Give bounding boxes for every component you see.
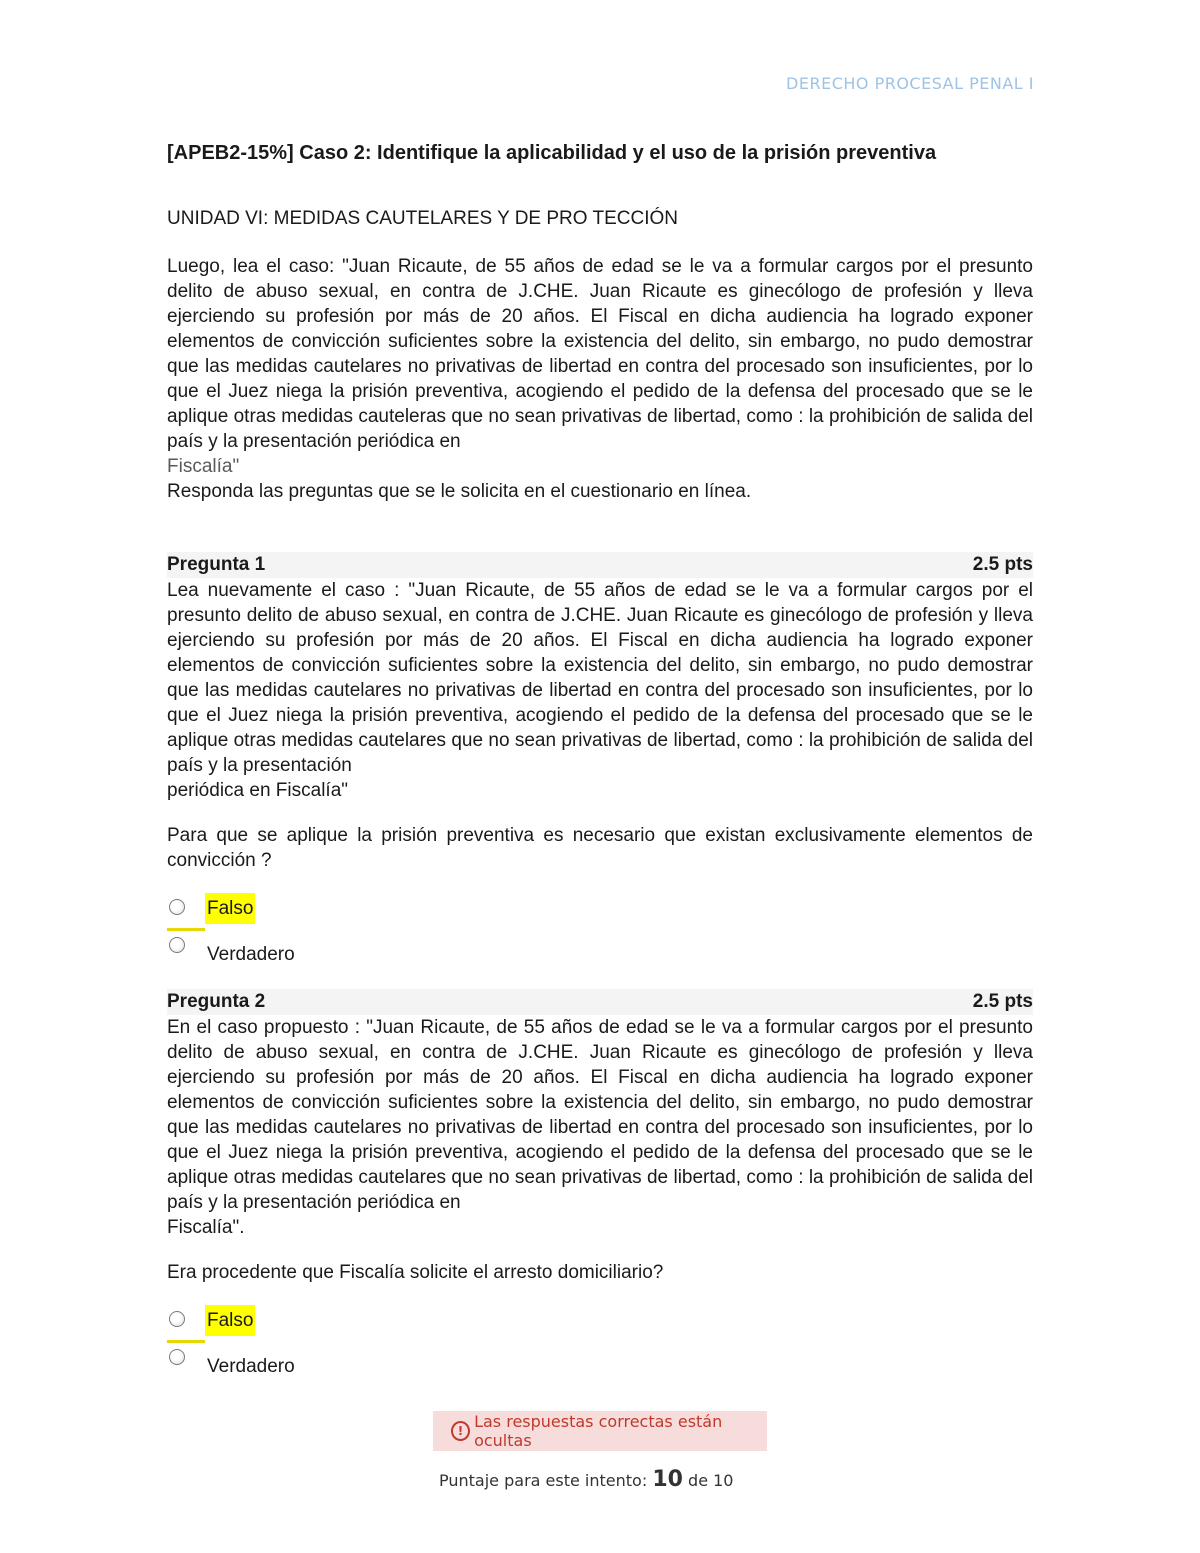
question-header bbox=[167, 552, 1033, 578]
answer-options bbox=[167, 1305, 1033, 1381]
option-falso[interactable] bbox=[167, 1305, 1033, 1343]
score-total: de 10 bbox=[688, 1471, 734, 1490]
option-label: Verdadero bbox=[207, 1356, 295, 1377]
document-title: [APEB2-15%] Caso 2: Identifique la aplicabilidad y el uso de la prisión preventiva bbox=[167, 142, 937, 164]
question-body-text: En el caso propuesto : "Juan Ricaute, de 55 años de edad se le va a formular cargos por el presunto delito de abuso sexual, en contra de J.CHE. Juan Ricaute es ginecólogo de profesión y lleva ejerciendo su profesión por más de 20 años. El Fiscal en dicha audiencia ha logrado exponer elementos de convicción suficientes sobre la existencia del delito, sin embargo, no pudo demostrar que las medidas cautelares no privativas de libertad en contra del procesado son insuficientes, por lo que el Juez niega la prisión preventiva, acogiendo el pedido de la defensa del procesado que se le aplique otras medidas cautelares que no sean privativas de libertad, como : la prohibición de salida del país y la presentación periódica en bbox=[167, 1017, 1033, 1213]
alert-text: Las respuestas correctas están ocultas bbox=[474, 1412, 723, 1450]
document-content bbox=[167, 140, 1033, 1401]
radio-icon[interactable] bbox=[169, 899, 185, 915]
case-intro-last: Fiscalía" bbox=[167, 456, 240, 477]
case-intro-text: Luego, lea el caso: "Juan Ricaute, de 55 años de edad se le va a formular cargos por el presunto delito de abuso sexual, en contra de J.CHE. Juan Ricaute es ginecólogo de profesión y lleva ejerciendo su profesión por más de 20 años. El Fiscal en dicha audiencia ha logrado exponer elementos de convicción suficientes sobre la existencia del delito, sin embargo, no pudo demostrar que las medidas cautelares no privativas de libertad en contra del procesado son insuficientes, por lo que el Juez niega la prisión preventiva, acogiendo el pedido de la defensa del procesado que se le aplique otras medidas cauteleras que no sean privativas de libertad, como : la prohibición de salida del país y la presentación periódica en bbox=[167, 256, 1033, 452]
question-points: 2.5 pts bbox=[972, 554, 1033, 575]
question-label: Pregunta 1 bbox=[167, 554, 266, 575]
question-label: Pregunta 2 bbox=[167, 991, 266, 1012]
option-verdadero[interactable] bbox=[167, 931, 1033, 969]
option-verdadero[interactable] bbox=[167, 1343, 1033, 1381]
course-header: DERECHO PROCESAL PENAL I bbox=[786, 74, 1034, 93]
question-body-text: Lea nuevamente el caso : "Juan Ricaute, de 55 años de edad se le va a formular cargos por el presunto delito de abuso sexual, en contra de J.CHE. Juan Ricaute es ginecólogo de profesión y lleva ejerciendo su profesión por más de 20 años. El Fiscal en dicha audiencia ha logrado exponer elementos de convicción suficientes sobre la existencia del delito, sin embargo, no pudo demostrar que las medidas cautelares no privativas de libertad en contra del procesado son insuficientes, por lo que el Juez niega la prisión preventiva, acogiendo el pedido de la defensa del procesado que se le aplique otras medidas cautelares que no sean privativas de libertad, como : la prohibición de salida del país y la presentación bbox=[167, 580, 1033, 776]
alert-icon: ! bbox=[451, 1421, 470, 1441]
question-prompt: Para que se aplique la prisión preventiva es necesario que existan exclusivamente elementos de convicción ? bbox=[167, 825, 1033, 871]
option-falso[interactable] bbox=[167, 893, 1033, 931]
score-line bbox=[433, 1467, 767, 1492]
question-body-last: Fiscalía". bbox=[167, 1217, 245, 1238]
case-intro bbox=[167, 254, 1033, 479]
question-points: 2.5 pts bbox=[972, 991, 1033, 1012]
unit-title: UNIDAD VI: MEDIDAS CAUTELARES Y DE PRO TECCIÓN bbox=[167, 208, 678, 229]
hidden-answers-alert bbox=[433, 1411, 767, 1451]
results-footer bbox=[433, 1411, 767, 1492]
option-label: Falso bbox=[205, 1305, 255, 1336]
score-value: 10 bbox=[652, 1467, 683, 1492]
question-body bbox=[167, 1015, 1033, 1240]
radio-icon[interactable] bbox=[169, 937, 185, 953]
radio-icon[interactable] bbox=[169, 1349, 185, 1365]
question-body-last: periódica en Fiscalía" bbox=[167, 780, 349, 801]
option-label: Falso bbox=[205, 893, 255, 924]
question-body bbox=[167, 578, 1033, 803]
question-prompt: Era procedente que Fiscalía solicite el arresto domiciliario? bbox=[167, 1262, 664, 1283]
question-header bbox=[167, 989, 1033, 1015]
answer-options bbox=[167, 893, 1033, 969]
score-label: Puntaje para este intento: bbox=[439, 1471, 648, 1490]
radio-icon[interactable] bbox=[169, 1311, 185, 1327]
option-label: Verdadero bbox=[207, 944, 295, 965]
instruction-text: Responda las preguntas que se le solicita en el cuestionario en línea. bbox=[167, 481, 752, 502]
